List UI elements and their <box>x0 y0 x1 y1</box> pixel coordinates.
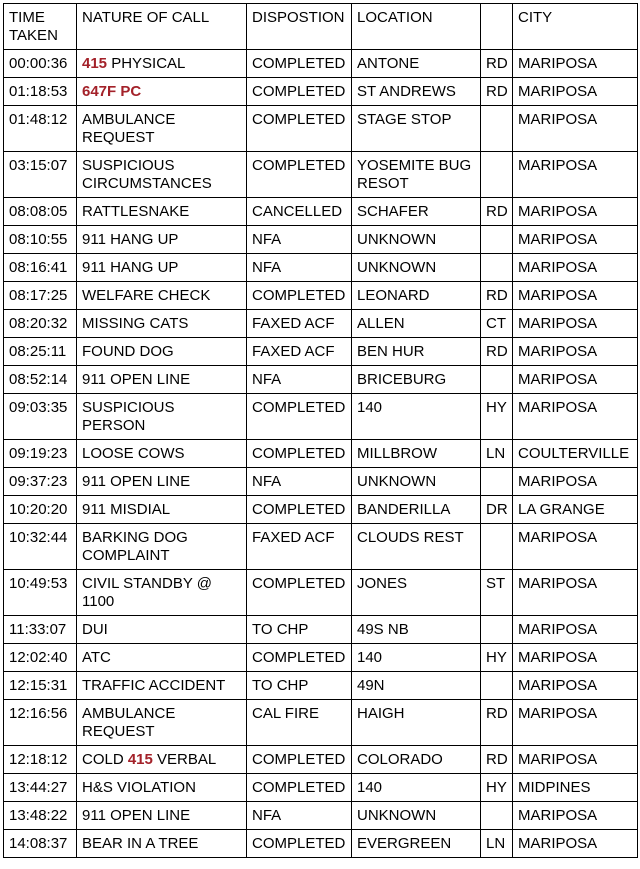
cell-nature-of-call <box>77 106 247 152</box>
cell-time-taken: 13:48:22 <box>4 802 77 830</box>
cell-city: MARIPOSA <box>513 830 638 858</box>
table-body <box>4 50 638 858</box>
table-row <box>4 468 638 496</box>
cell-street-suffix: ST <box>481 570 513 616</box>
table-row <box>4 802 638 830</box>
cell-city: MARIPOSA <box>513 254 638 282</box>
cell-nature-of-call <box>77 282 247 310</box>
table-row <box>4 50 638 78</box>
cell-street-suffix: RD <box>481 78 513 106</box>
table-row <box>4 198 638 226</box>
cell-location: COLORADO <box>352 746 481 774</box>
cell-disposition: TO CHP <box>247 616 352 644</box>
table-row <box>4 774 638 802</box>
cell-location: 49S NB <box>352 616 481 644</box>
cell-street-suffix: HY <box>481 394 513 440</box>
cell-city: MARIPOSA <box>513 106 638 152</box>
cell-nature-of-call <box>77 644 247 672</box>
cell-disposition: COMPLETED <box>247 746 352 774</box>
cell-nature-of-call <box>77 440 247 468</box>
cell-location: UNKNOWN <box>352 802 481 830</box>
cell-disposition: COMPLETED <box>247 106 352 152</box>
nature-text: AMBULANCE REQUEST <box>82 111 176 146</box>
cell-street-suffix: HY <box>481 774 513 802</box>
table-row <box>4 282 638 310</box>
cell-disposition: NFA <box>247 366 352 394</box>
cell-location: UNKNOWN <box>352 468 481 496</box>
cell-disposition: FAXED ACF <box>247 310 352 338</box>
cell-disposition: CANCELLED <box>247 198 352 226</box>
cell-street-suffix: RD <box>481 198 513 226</box>
nature-text: WELFARE CHECK <box>82 287 211 304</box>
table-row <box>4 254 638 282</box>
cell-nature-of-call <box>77 496 247 524</box>
table-row <box>4 310 638 338</box>
cell-location: CLOUDS REST <box>352 524 481 570</box>
header-time-taken: TIME TAKEN <box>4 4 77 50</box>
highlighted-code: 647F PC <box>82 83 142 100</box>
cell-street-suffix: RD <box>481 700 513 746</box>
cell-location: ALLEN <box>352 310 481 338</box>
cell-location: BANDERILLA <box>352 496 481 524</box>
cell-time-taken: 14:08:37 <box>4 830 77 858</box>
nature-text: COLD <box>82 751 128 768</box>
cell-nature-of-call <box>77 254 247 282</box>
table-row <box>4 366 638 394</box>
cell-disposition: TO CHP <box>247 672 352 700</box>
header-row <box>4 4 638 50</box>
nature-text: VERBAL <box>152 751 217 768</box>
cell-city: MARIPOSA <box>513 570 638 616</box>
cell-time-taken: 08:52:14 <box>4 366 77 394</box>
cell-time-taken: 09:19:23 <box>4 440 77 468</box>
cell-street-suffix: CT <box>481 310 513 338</box>
cell-time-taken: 12:16:56 <box>4 700 77 746</box>
cell-disposition: COMPLETED <box>247 774 352 802</box>
cell-nature-of-call <box>77 570 247 616</box>
cell-nature-of-call <box>77 338 247 366</box>
cell-street-suffix: LN <box>481 440 513 468</box>
header-disposition: DISPOSTION <box>247 4 352 50</box>
cell-city: MARIPOSA <box>513 524 638 570</box>
cell-location: 140 <box>352 774 481 802</box>
highlighted-code: 415 <box>127 751 153 768</box>
table-row <box>4 746 638 774</box>
nature-text: 911 OPEN LINE <box>82 371 191 388</box>
cell-time-taken: 08:17:25 <box>4 282 77 310</box>
cell-city: MARIPOSA <box>513 802 638 830</box>
cell-location: BRICEBURG <box>352 366 481 394</box>
table-row <box>4 152 638 198</box>
cell-disposition: COMPLETED <box>247 394 352 440</box>
cell-time-taken: 12:15:31 <box>4 672 77 700</box>
cell-location: SCHAFER <box>352 198 481 226</box>
cell-street-suffix <box>481 468 513 496</box>
cell-nature-of-call <box>77 524 247 570</box>
cell-nature-of-call <box>77 746 247 774</box>
cell-city: COULTERVILLE <box>513 440 638 468</box>
cell-location: JONES <box>352 570 481 616</box>
nature-text: SUSPICIOUS CIRCUMSTANCES <box>82 157 212 192</box>
cell-city: MARIPOSA <box>513 672 638 700</box>
cell-nature-of-call <box>77 198 247 226</box>
cell-nature-of-call <box>77 468 247 496</box>
cell-city: MARIPOSA <box>513 616 638 644</box>
cell-street-suffix <box>481 524 513 570</box>
table-row <box>4 700 638 746</box>
table-header <box>4 4 638 50</box>
cell-disposition: COMPLETED <box>247 440 352 468</box>
cell-time-taken: 00:00:36 <box>4 50 77 78</box>
cell-city: LA GRANGE <box>513 496 638 524</box>
header-nature-of-call: NATURE OF CALL <box>77 4 247 50</box>
cell-disposition: NFA <box>247 468 352 496</box>
cell-street-suffix <box>481 152 513 198</box>
cell-nature-of-call <box>77 50 247 78</box>
cell-city: MARIPOSA <box>513 198 638 226</box>
table-row <box>4 830 638 858</box>
table-row <box>4 338 638 366</box>
table-row <box>4 394 638 440</box>
cell-location: 49N <box>352 672 481 700</box>
table-row <box>4 616 638 644</box>
nature-text: TRAFFIC ACCIDENT <box>82 677 226 694</box>
nature-text: 911 HANG UP <box>82 231 179 248</box>
cell-time-taken: 08:08:05 <box>4 198 77 226</box>
nature-text: MISSING CATS <box>82 315 189 332</box>
nature-text: RATTLESNAKE <box>82 203 190 220</box>
cell-city: MARIPOSA <box>513 226 638 254</box>
cell-city: MARIPOSA <box>513 338 638 366</box>
cell-city: MIDPINES <box>513 774 638 802</box>
cell-disposition: COMPLETED <box>247 152 352 198</box>
cell-street-suffix: RD <box>481 746 513 774</box>
nature-text: BARKING DOG COMPLAINT <box>82 529 188 564</box>
nature-text: BEAR IN A TREE <box>82 835 199 852</box>
cell-time-taken: 09:03:35 <box>4 394 77 440</box>
cell-nature-of-call <box>77 226 247 254</box>
cell-city: MARIPOSA <box>513 152 638 198</box>
cell-disposition: COMPLETED <box>247 282 352 310</box>
table-row <box>4 440 638 468</box>
cell-street-suffix <box>481 802 513 830</box>
cell-disposition: FAXED ACF <box>247 338 352 366</box>
cell-city: MARIPOSA <box>513 468 638 496</box>
cell-location: UNKNOWN <box>352 226 481 254</box>
cell-street-suffix: RD <box>481 50 513 78</box>
cell-street-suffix <box>481 672 513 700</box>
cell-time-taken: 13:44:27 <box>4 774 77 802</box>
nature-text: DUI <box>82 621 108 638</box>
cell-time-taken: 01:48:12 <box>4 106 77 152</box>
header-street-suffix <box>481 4 513 50</box>
nature-text: PHYSICAL <box>107 55 186 72</box>
cell-location: HAIGH <box>352 700 481 746</box>
nature-text: SUSPICIOUS PERSON <box>82 399 175 434</box>
cell-street-suffix: RD <box>481 282 513 310</box>
cell-nature-of-call <box>77 152 247 198</box>
nature-text: LOOSE COWS <box>82 445 185 462</box>
cell-city: MARIPOSA <box>513 644 638 672</box>
cell-time-taken: 08:25:11 <box>4 338 77 366</box>
header-location: LOCATION <box>352 4 481 50</box>
cell-location: EVERGREEN <box>352 830 481 858</box>
cell-city: MARIPOSA <box>513 746 638 774</box>
cell-location: YOSEMITE BUG RESOT <box>352 152 481 198</box>
cell-location: STAGE STOP <box>352 106 481 152</box>
cell-nature-of-call <box>77 700 247 746</box>
cell-street-suffix <box>481 226 513 254</box>
cell-city: MARIPOSA <box>513 394 638 440</box>
cell-time-taken: 10:32:44 <box>4 524 77 570</box>
table-row <box>4 524 638 570</box>
nature-text: 911 HANG UP <box>82 259 179 276</box>
cell-nature-of-call <box>77 672 247 700</box>
cell-street-suffix: RD <box>481 338 513 366</box>
cell-city: MARIPOSA <box>513 50 638 78</box>
cell-nature-of-call <box>77 394 247 440</box>
cell-disposition: CAL FIRE <box>247 700 352 746</box>
cell-nature-of-call <box>77 78 247 106</box>
cell-nature-of-call <box>77 830 247 858</box>
header-city: CITY <box>513 4 638 50</box>
cell-time-taken: 10:49:53 <box>4 570 77 616</box>
cell-location: ANTONE <box>352 50 481 78</box>
cell-time-taken: 11:33:07 <box>4 616 77 644</box>
cell-disposition: FAXED ACF <box>247 524 352 570</box>
cell-nature-of-call <box>77 802 247 830</box>
cell-location: LEONARD <box>352 282 481 310</box>
cell-location: UNKNOWN <box>352 254 481 282</box>
cell-time-taken: 03:15:07 <box>4 152 77 198</box>
cell-city: MARIPOSA <box>513 310 638 338</box>
cell-location: ST ANDREWS <box>352 78 481 106</box>
highlighted-code: 415 <box>82 55 108 72</box>
cell-disposition: COMPLETED <box>247 496 352 524</box>
nature-text: AMBULANCE REQUEST <box>82 705 176 740</box>
cell-location: MILLBROW <box>352 440 481 468</box>
cell-disposition: COMPLETED <box>247 644 352 672</box>
nature-text: 911 OPEN LINE <box>82 807 191 824</box>
cell-nature-of-call <box>77 310 247 338</box>
cell-disposition: NFA <box>247 802 352 830</box>
cell-nature-of-call <box>77 774 247 802</box>
nature-text: 911 OPEN LINE <box>82 473 191 490</box>
cell-street-suffix <box>481 616 513 644</box>
nature-text: ATC <box>82 649 111 666</box>
cell-time-taken: 12:02:40 <box>4 644 77 672</box>
cell-city: MARIPOSA <box>513 78 638 106</box>
cell-disposition: COMPLETED <box>247 78 352 106</box>
nature-text: CIVIL STANDBY @ 1100 <box>82 575 212 610</box>
cell-disposition: COMPLETED <box>247 830 352 858</box>
cell-street-suffix <box>481 366 513 394</box>
cell-time-taken: 08:16:41 <box>4 254 77 282</box>
cell-street-suffix: HY <box>481 644 513 672</box>
nature-text: FOUND DOG <box>82 343 174 360</box>
table-row <box>4 570 638 616</box>
cell-city: MARIPOSA <box>513 366 638 394</box>
cell-time-taken: 08:20:32 <box>4 310 77 338</box>
cell-street-suffix: DR <box>481 496 513 524</box>
table-row <box>4 78 638 106</box>
cell-nature-of-call <box>77 616 247 644</box>
cell-time-taken: 08:10:55 <box>4 226 77 254</box>
cell-disposition: NFA <box>247 254 352 282</box>
cell-time-taken: 12:18:12 <box>4 746 77 774</box>
cell-city: MARIPOSA <box>513 700 638 746</box>
table-row <box>4 226 638 254</box>
table-row <box>4 496 638 524</box>
cell-street-suffix <box>481 254 513 282</box>
cell-street-suffix: LN <box>481 830 513 858</box>
cell-disposition: NFA <box>247 226 352 254</box>
table-row <box>4 672 638 700</box>
call-log-table <box>3 3 638 858</box>
cell-location: 140 <box>352 394 481 440</box>
cell-street-suffix <box>481 106 513 152</box>
nature-text: 911 MISDIAL <box>82 501 171 518</box>
cell-disposition: COMPLETED <box>247 50 352 78</box>
nature-text: H&S VIOLATION <box>82 779 196 796</box>
cell-time-taken: 09:37:23 <box>4 468 77 496</box>
cell-time-taken: 10:20:20 <box>4 496 77 524</box>
cell-nature-of-call <box>77 366 247 394</box>
cell-location: BEN HUR <box>352 338 481 366</box>
cell-city: MARIPOSA <box>513 282 638 310</box>
table-row <box>4 106 638 152</box>
cell-disposition: COMPLETED <box>247 570 352 616</box>
table-row <box>4 644 638 672</box>
cell-time-taken: 01:18:53 <box>4 78 77 106</box>
cell-location: 140 <box>352 644 481 672</box>
